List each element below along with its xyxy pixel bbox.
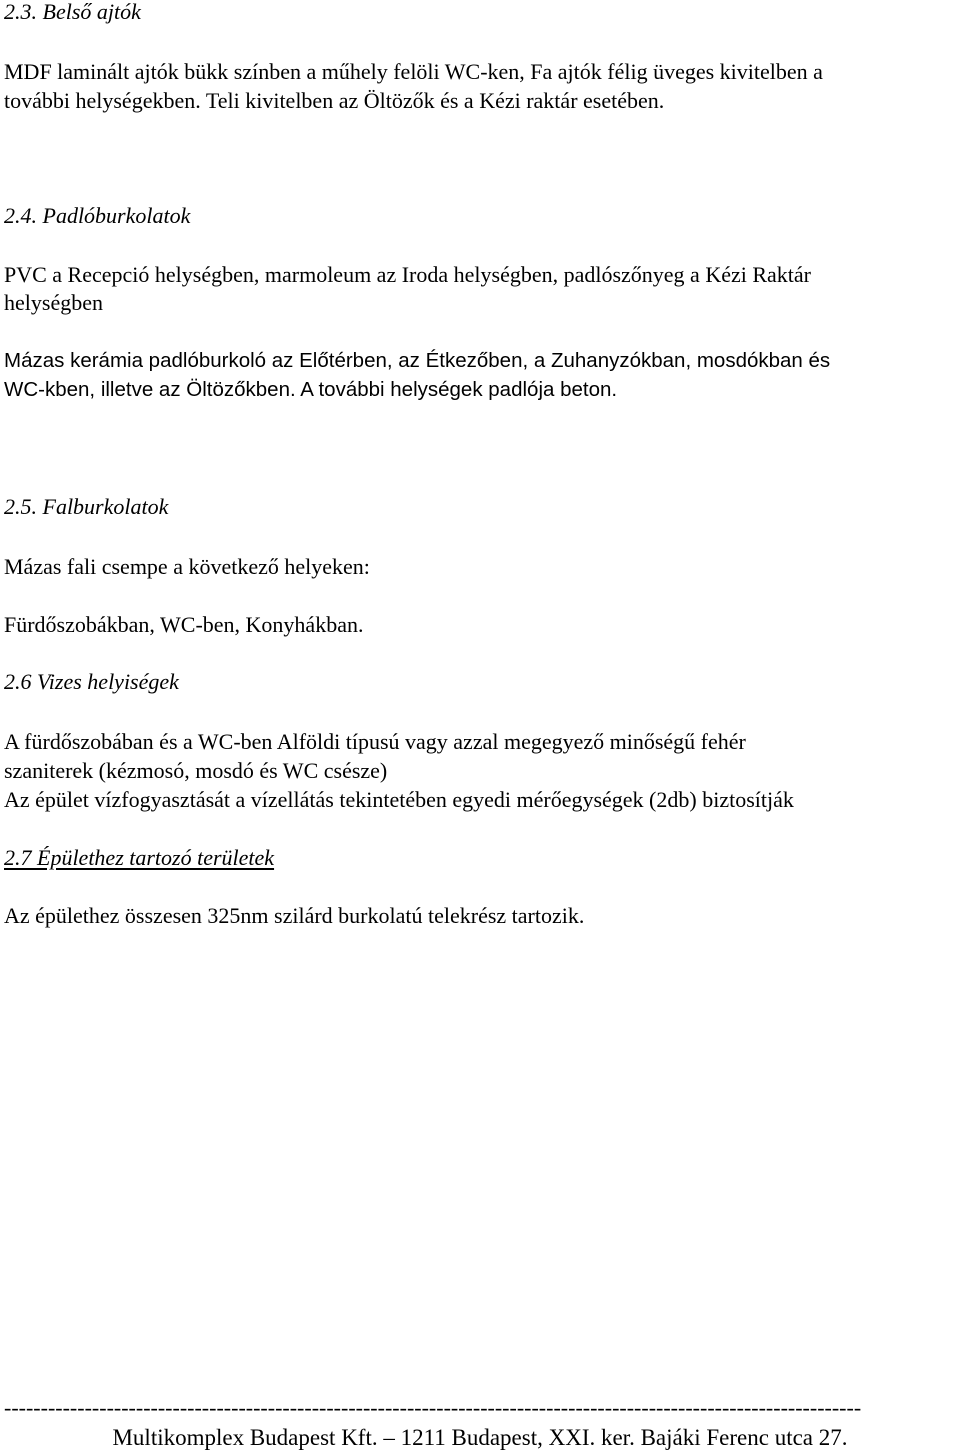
paragraph-line: MDF laminált ajtók bükk színben a műhely felöli WC-ken, Fa ajtók félig üveges kivitelben a [4,59,823,84]
heading-2-3: 2.3. Belső ajtók [4,0,141,24]
paragraph-line: helységben [4,290,103,315]
paragraph-line: PVC a Recepció helységben, marmoleum az Iroda helységben, padlószőnyeg a Kézi Raktár [4,262,811,287]
paragraph-line: további helységekben. Teli kivitelben az Öltözők és a Kézi raktár esetében. [4,88,665,113]
heading-2-4: 2.4. Padlóburkolatok [4,203,191,228]
footer-company-address: Multikomplex Budapest Kft. – 1211 Budapest, XXI. ker. Bajáki Ferenc utca 27. [112,1425,848,1450]
heading-2-6: 2.6 Vizes helyiségek [4,669,179,694]
paragraph-line: Mázas kerámia padlóburkoló az Előtérben, az Étkezőben, a Zuhanyzókban, mosdókban és [4,349,831,372]
paragraph-line: Az épülethez összesen 325nm szilárd burkolatú telekrész tartozik. [4,903,585,928]
paragraph-line: A fürdőszobában és a WC-ben Alföldi típusú vagy azzal megegyező minőségű fehér [4,729,746,754]
paragraph-line: Az épület vízfogyasztását a vízellátás tekintetében egyedi mérőegységek (2db) biztosítják [4,787,794,812]
paragraph-line: WC-kben, illetve az Öltözőkben. A további helységek padlója beton. [4,378,618,401]
footer-dashed-rule: --------------------------------------------------------------------------------------------------------------------- [4,1397,862,1419]
heading-2-5: 2.5. Falburkolatok [4,494,169,519]
paragraph-line: Mázas fali csempe a következő helyeken: [4,554,370,579]
heading-2-7: 2.7 Épülethez tartozó területek [4,845,275,870]
paragraph-line: Fürdőszobákban, WC-ben, Konyhákban. [4,612,364,637]
paragraph-line: szaniterek (kézmosó, mosdó és WC csésze) [4,758,388,783]
